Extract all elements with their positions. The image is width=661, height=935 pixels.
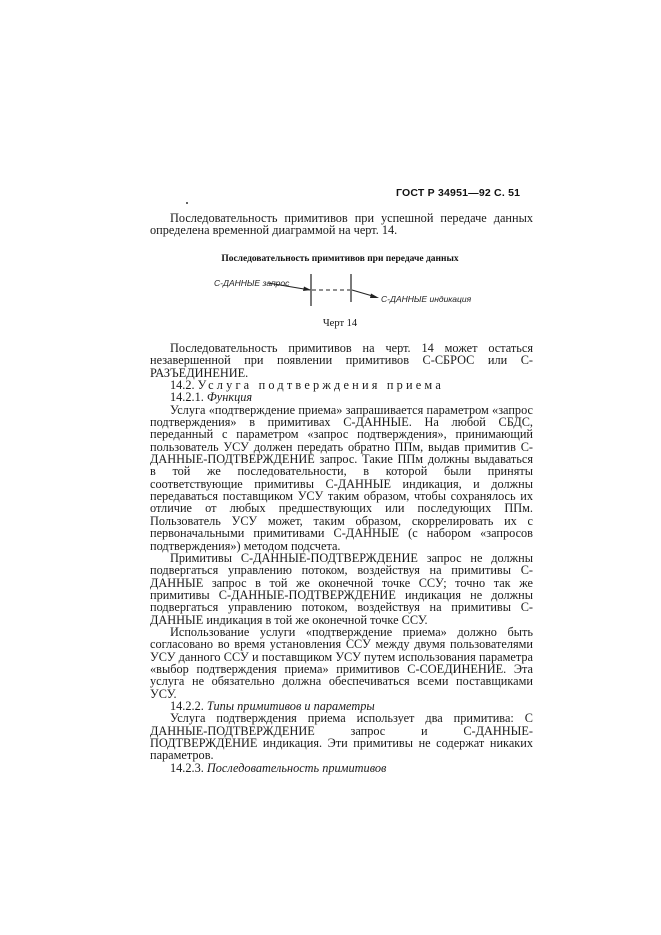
heading-14-2-3-title: Последовательность примитивов xyxy=(206,760,387,775)
heading-14-2-3 xyxy=(150,762,533,774)
time-sequence-diagram xyxy=(200,272,480,316)
page-header-doc-ref: ГОСТ Р 34951—92 С. 51 xyxy=(396,187,521,199)
paragraph-incomplete-sequence: Последовательность примитивов на черт. 14 может остаться незавершенной при появлении примитивов С-СБРОС или С-РАЗЪЕДИНЕНИЕ. xyxy=(150,341,533,380)
heading-14-2-number: 14.2. xyxy=(170,378,195,393)
heading-14-2-3-number: 14.2.3. xyxy=(170,760,204,775)
main-text xyxy=(150,342,533,774)
heading-14-2-title: Услуга подтверждения приема xyxy=(197,378,444,393)
heading-14-2-1-title: Функция xyxy=(206,390,253,405)
heading-14-2-1 xyxy=(150,391,533,403)
intro-paragraph xyxy=(150,212,533,237)
paragraph-function: Услуга «подтверждение приема» запрашивается параметром «запрос подтверждения» в примитивах С-ДАННЫЕ. На любой СБДС, переданный с параметром «запрос подтверждения», принимающий пользователь УСУ должен передать обратно ППм, выдав примитив С-ДАННЫЕ-ПОДТВЕРЖДЕНИЕ запрос. Такие ППм должны выдаваться в той же последовательности, в которой были приняты соответствующие примитивы С-ДАННЫЕ индикация, и должны передаваться поставщиком УСУ таким образом, чтобы сохранялось их отличие от любых предшествующих или последующих ППм. Пользователь УСУ может, таким образом, скоррелировать их с первоначальными примитивами С-ДАННЫЕ (с набором «запросов подтверждения») методом подсчета. xyxy=(150,402,533,553)
paragraph-primitive-types: Услуга подтверждения приема использует два примитива: С ДАННЫЕ-ПОДТВЕРЖДЕНИЕ запрос и С-ДАННЫЕ-ПОДТВЕРЖДЕНИЕ индикация. Эти примитивы не содержат никаких параметров. xyxy=(150,711,533,763)
scan-speck xyxy=(186,202,188,204)
figure-title: Последовательность примитивов при передаче данных xyxy=(221,254,459,264)
heading-14-2-2-number: 14.2.2. xyxy=(170,698,204,713)
left-primitive-label: С-ДАННЫЕ запрос xyxy=(214,278,290,288)
paragraph-negotiation: Использование услуги «подтверждение приема» должно быть согласовано во время установления ССУ между двумя пользователями УСУ данного ССУ и поставщиком УСУ путем использования параметра «выбор подтверждения приема» примитивов С-СОЕДИНЕНИЕ. Эта услуга не обязательно должна обеспечиваться всеми поставщиками УСУ. xyxy=(150,624,533,701)
heading-14-2-1-number: 14.2.1. xyxy=(170,390,204,405)
intro-text: Последовательность примитивов при успешной передаче данных определена временной диаграммой на черт. 14. xyxy=(150,211,533,238)
figure-caption: Черт 14 xyxy=(322,318,358,329)
heading-14-2-2-title: Типы примитивов и параметры xyxy=(206,698,375,713)
paragraph-flow-control: Примитивы С-ДАННЫЕ-ПОДТВЕРЖДЕНИЕ запрос не должны подвергаться управлению потоком, воздействуя на примитивы С-ДАННЫЕ запрос в той же оконечной точке ССУ; точно так же примитивы С-ДАННЫЕ-ПОДТВЕРЖДЕНИЕ индикация не должны подвергаться управлению потоком, воздействуя на примитивы С-ДАННЫЕ индикация в той же оконечной точке ССУ. xyxy=(150,550,533,627)
right-primitive-label: С-ДАННЫЕ индикация xyxy=(381,294,472,304)
